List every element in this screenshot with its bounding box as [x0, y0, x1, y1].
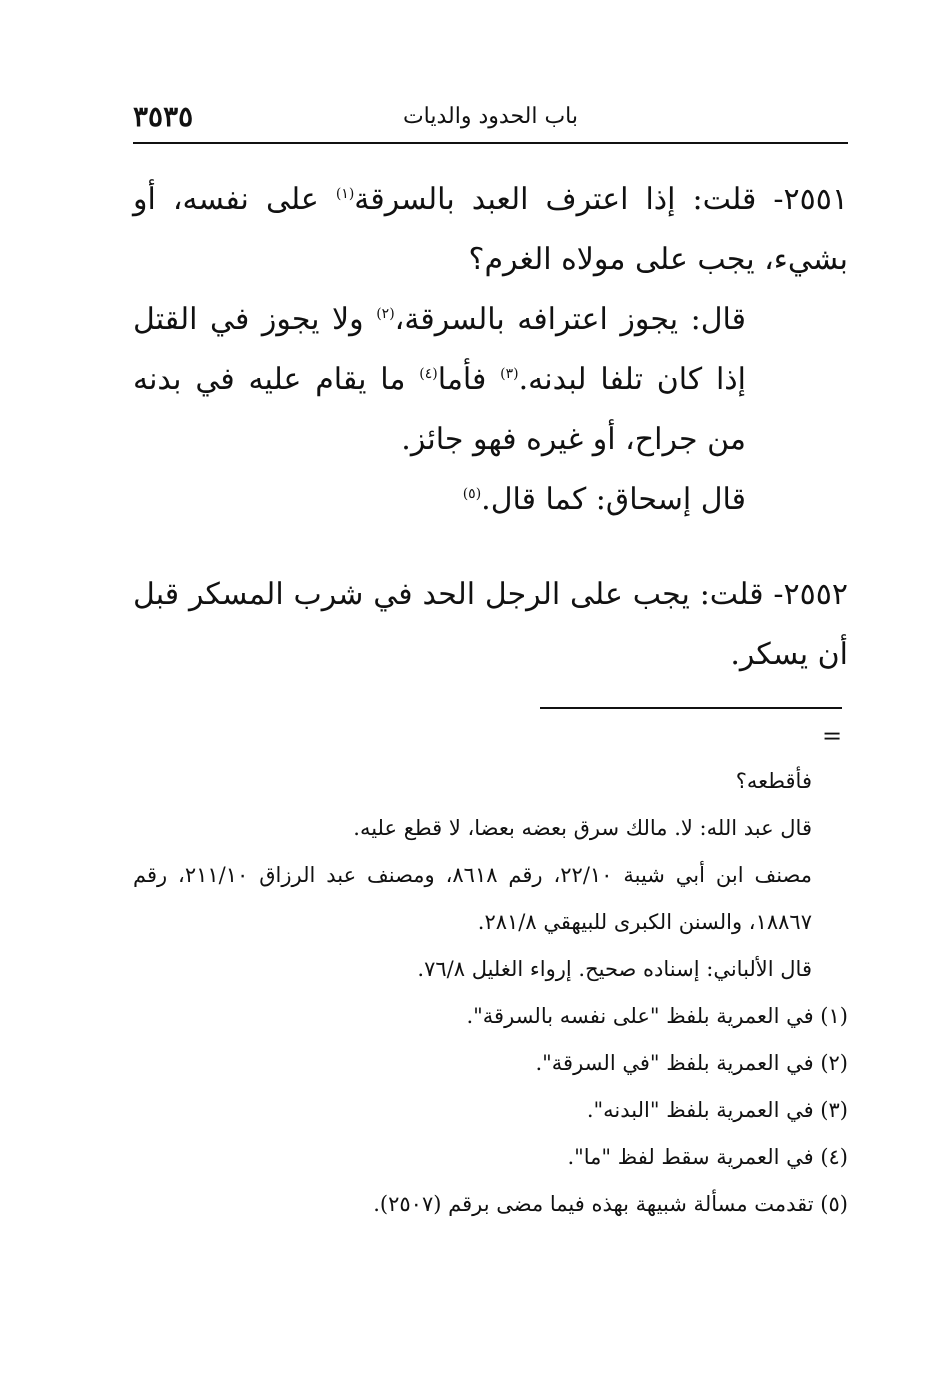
entry-2551-question: [133, 170, 848, 290]
footnote-separator: [540, 707, 842, 709]
answer-text-d: ما يقام عليه في بدنه من جراح، أو غيره فهو جائز.: [133, 362, 746, 457]
entry-number: ٢٥٥٢-: [773, 577, 848, 612]
footnote-context-line: فأقطعه؟: [735, 769, 812, 793]
footnote-context-line: قال الألباني: إسناده صحيح. إرواء الغليل ٧٦/٨.: [417, 957, 812, 981]
entry-2551-answer: [133, 290, 848, 470]
footnote-ref-1: (١): [335, 186, 355, 202]
continuation-mark: =: [822, 722, 843, 750]
question-text: قلت: إذا اعترف العبد بالسرقة: [354, 182, 757, 217]
footnote-context-line: مصنف ابن أبي شيبة ٢٢/١٠، رقم ٨٦١٨، ومصنف عبد الرزاق ٢١١/١٠، رقم ١٨٨٦٧، والسنن الكبرى للبيهقي ٢٨١/٨.: [133, 863, 812, 934]
footnote-3: (٣) في العمرية بلفظ "البدنه".: [586, 1098, 848, 1122]
footnote-1: (١) في العمرية بلفظ "على نفسه بالسرقة".: [466, 1004, 848, 1028]
footnote-ref-4: (٤): [419, 366, 438, 382]
entry-number: ٢٥٥١-: [773, 182, 848, 217]
entry-2551-ishaq: [133, 470, 848, 530]
question-text-rest: على نفسه، أو بشيء، يجب على مولاه الغرم؟: [133, 182, 848, 277]
page-header: [133, 100, 848, 140]
chapter-title: باب الحدود والديات: [402, 104, 579, 129]
footnote-context-line: قال عبد الله: لا. مالك سرق بعضه بعضا، لا قطع عليه.: [353, 816, 812, 840]
footnote-ref-5: (٥): [462, 486, 482, 502]
footnote-2: (٢) في العمرية بلفظ "في السرقة".: [535, 1051, 848, 1075]
ishaq-text: قال إسحاق: كما قال.: [481, 482, 746, 517]
footnote-4: (٤) في العمرية سقط لفظ "ما".: [567, 1145, 848, 1169]
page-number: ٣٥٣٥: [133, 100, 194, 133]
header-rule: [133, 142, 848, 144]
answer-text-b: ولا يجوز في القتل إذا كان تلفا لبدنه.: [133, 302, 746, 397]
entry-2552: [133, 565, 848, 685]
answer-text-c: فأما: [437, 362, 501, 397]
answer-text-a: قال: يجوز اعترافه بالسرقة،: [394, 302, 746, 337]
entry-2551: [133, 170, 848, 530]
footnote-ref-3: (٣): [500, 366, 519, 382]
footnotes: [133, 758, 848, 1228]
question-text: قلت: يجب على الرجل الحد في شرب المسكر قبل أن يسكر.: [133, 577, 848, 672]
footnote-ref-2: (٢): [376, 306, 395, 322]
entry-2552-question: [133, 565, 848, 685]
footnote-5: (٥) تقدمت مسألة شبيهة بهذه فيما مضى برقم (٢٥٠٧).: [373, 1192, 848, 1216]
